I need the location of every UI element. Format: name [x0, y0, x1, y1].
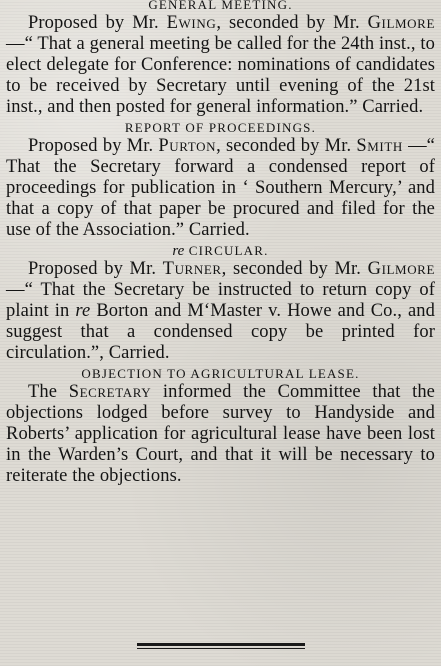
resolution-text-part-1: —“ That the Secretary be instructed to return copy of plaint in [6, 280, 435, 321]
closing-rule-thin [137, 648, 305, 649]
seconder-name: Gilmore [367, 13, 435, 33]
proposer-name: Purton [158, 136, 217, 156]
heading-circular: CIRCULAR. [184, 243, 269, 258]
heading-re-italic: re [172, 243, 185, 259]
heading-objection-agricultural-lease: OBJECTION TO AGRICULTURAL LEASE. [81, 366, 360, 381]
lead-name: Secretary [68, 382, 152, 402]
resolution-text: —“ That the Secretary forward a condensed report of proceedings for publication in ‘ Southern Mercury,’ and that a copy of that paper be procured and filed for the use of the Association.” Carried. [6, 136, 435, 240]
resolution-text-part-2: Borton and M‘Master v. Howe and Co., and suggest that a condensed copy be printed for circulation.”, Carried. [6, 301, 435, 363]
paragraph-objection [6, 382, 435, 487]
heading-re-circular [6, 243, 435, 259]
seconder-name: Smith [356, 136, 403, 156]
closing-rule-thick [137, 643, 305, 646]
objection-text: informed the Committee that the objections lodged before survey to Handyside and Roberts’ application for agricultural lease have been lost in the Warden’s Court, and that it will be necessary to reiterate the objections. [6, 382, 435, 486]
seconder-prefix: , seconded by Mr. [216, 13, 368, 33]
article-column [6, 0, 435, 489]
paragraph-re-circular [6, 259, 435, 364]
paragraph-general-meeting [6, 13, 435, 118]
proposer-name: Ewing [166, 13, 217, 33]
proposer-prefix: Proposed by Mr. [28, 136, 159, 156]
heading-report-of-proceedings: REPORT OF PROCEEDINGS. [124, 120, 317, 135]
seconder-prefix: , seconded by Mr. [221, 259, 368, 279]
closing-rule [0, 643, 441, 649]
seconder-prefix: , seconded by Mr. [216, 136, 357, 156]
proposer-name: Turner [162, 259, 222, 279]
resolution-text: —“ That a general meeting be called for the 24th inst., to elect delegate for Conference: nominations of candidates to be received by Secretary until evening of the 21st inst., and then posted for general information.” Carried. [6, 34, 435, 117]
heading-general-meeting: GENERAL MEETING. [148, 0, 293, 12]
resolution-re-italic: re [75, 301, 91, 321]
lead-prefix: The [28, 382, 69, 402]
proposer-prefix: Proposed by Mr. [28, 259, 163, 279]
seconder-name: Gilmore [367, 259, 435, 279]
paragraph-report-of-proceedings [6, 136, 435, 241]
proposer-prefix: Proposed by Mr. [28, 13, 167, 33]
